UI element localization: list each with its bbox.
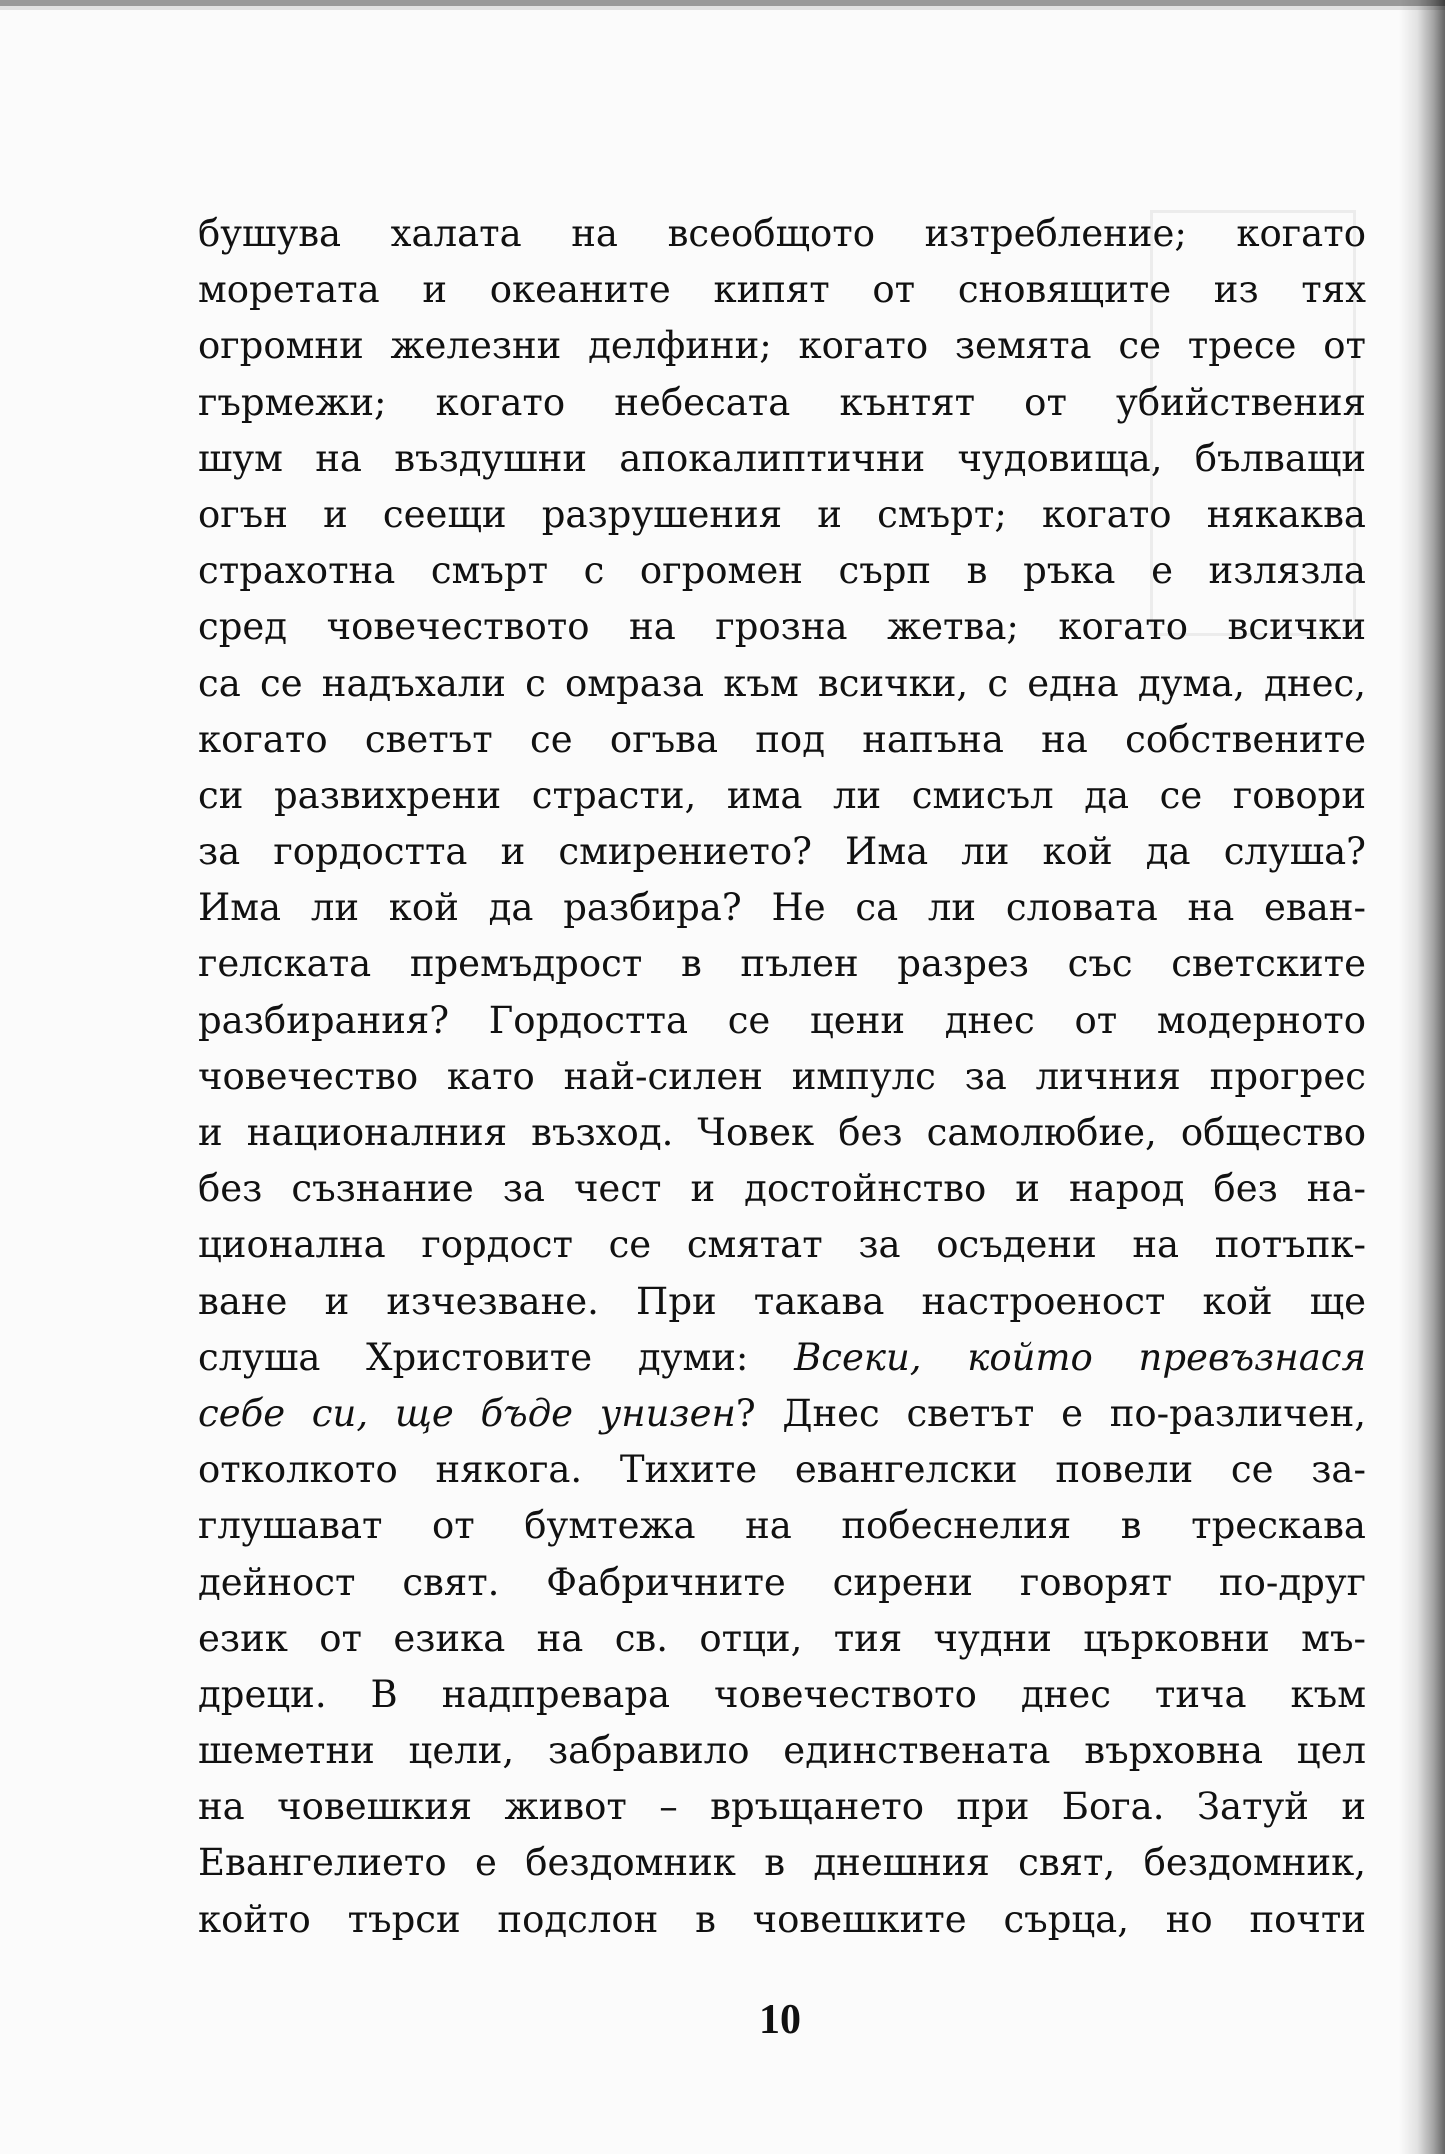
body-text: [198, 206, 1366, 1948]
text-line: на човешкия живот – връщането при Бога. Затуй и: [198, 1785, 1366, 1829]
text-line: разбирания? Гордостта се цени днес от модерното: [198, 998, 1366, 1042]
text-line: страхотна смърт с огромен сърп в ръка е излязла: [198, 549, 1366, 593]
text-line: и националния възход. Човек без самолюбие, общество: [198, 1111, 1366, 1154]
text-line: човечество като най-силен импулс за личния прогрес: [198, 1054, 1366, 1098]
text-line: глушават от бумтежа на побеснелия в трескава: [198, 1504, 1366, 1548]
text-line: сред човечеството на грозна жетва; когато всички: [198, 605, 1366, 649]
page-top-edge-inner: [0, 6, 1445, 10]
text-line: отколкото някога. Тихите евангелски повели се за-: [198, 1448, 1366, 1492]
text-line: за гордостта и смирението? Има ли кой да слуша?: [198, 830, 1366, 874]
text-line: когато светът се огъва под напъна на собствените: [198, 717, 1366, 761]
text-line: гелската премъдрост в пълен разрез със светските: [198, 942, 1366, 986]
text-line: който търси подслон в човешките сърца, но почти: [198, 1897, 1366, 1941]
text-line: дейност свят. Фабричните сирени говорят по-друг: [198, 1560, 1366, 1604]
text-line: Евангелието е бездомник в днешния свят, бездомник,: [198, 1841, 1366, 1885]
text-span: ? Днес светът е по-различен,: [735, 1391, 1366, 1435]
text-line: език от езика на св. отци, тия чудни църковни мъ-: [198, 1616, 1366, 1660]
text-line: ционална гордост се смятат за осъдени на потъпк-: [198, 1223, 1366, 1267]
text-line: ване и изчезване. При такава настроеност кой ще: [198, 1279, 1366, 1323]
scripture-quote: Всеки, който превъзнася: [794, 1335, 1366, 1379]
scripture-quote: себе си, ще бъде унизен: [198, 1391, 736, 1435]
text-line: без съзнание за чест и достойнство и народ без на-: [198, 1167, 1366, 1211]
text-line: шеметни цели, забравило единствената върховна цел: [198, 1729, 1366, 1773]
page-number: 10: [759, 1997, 801, 2043]
text-line: бушува халата на всеобщото изтребление; когато: [198, 212, 1366, 255]
text-line: огън и сеещи разрушения и смърт; когато някаква: [198, 492, 1366, 536]
text-line: си развихрени страсти, има ли смисъл да се говори: [198, 773, 1366, 817]
text-line: шум на въздушни апокалиптични чудовища, бълващи: [198, 436, 1366, 480]
text-line: огромни железни делфини; когато земята се тресе от: [198, 324, 1366, 368]
text-line-with-quote: [198, 1386, 1366, 1442]
spine-shadow: [1399, 0, 1445, 2154]
text-span: слуша Христовите думи:: [198, 1335, 795, 1379]
text-line: дреци. В надпревара човечеството днес тича към: [198, 1672, 1366, 1716]
text-line: гърмежи; когато небесата кънтят от убийствения: [198, 380, 1366, 424]
text-line: са се надъхали с омраза към всички, с една дума, днес,: [198, 661, 1366, 705]
text-line-with-quote: [198, 1330, 1366, 1386]
text-line: Има ли кой да разбира? Не са ли словата на еван-: [198, 886, 1366, 930]
text-line: моретата и океаните кипят от сновящите из тях: [198, 268, 1366, 312]
